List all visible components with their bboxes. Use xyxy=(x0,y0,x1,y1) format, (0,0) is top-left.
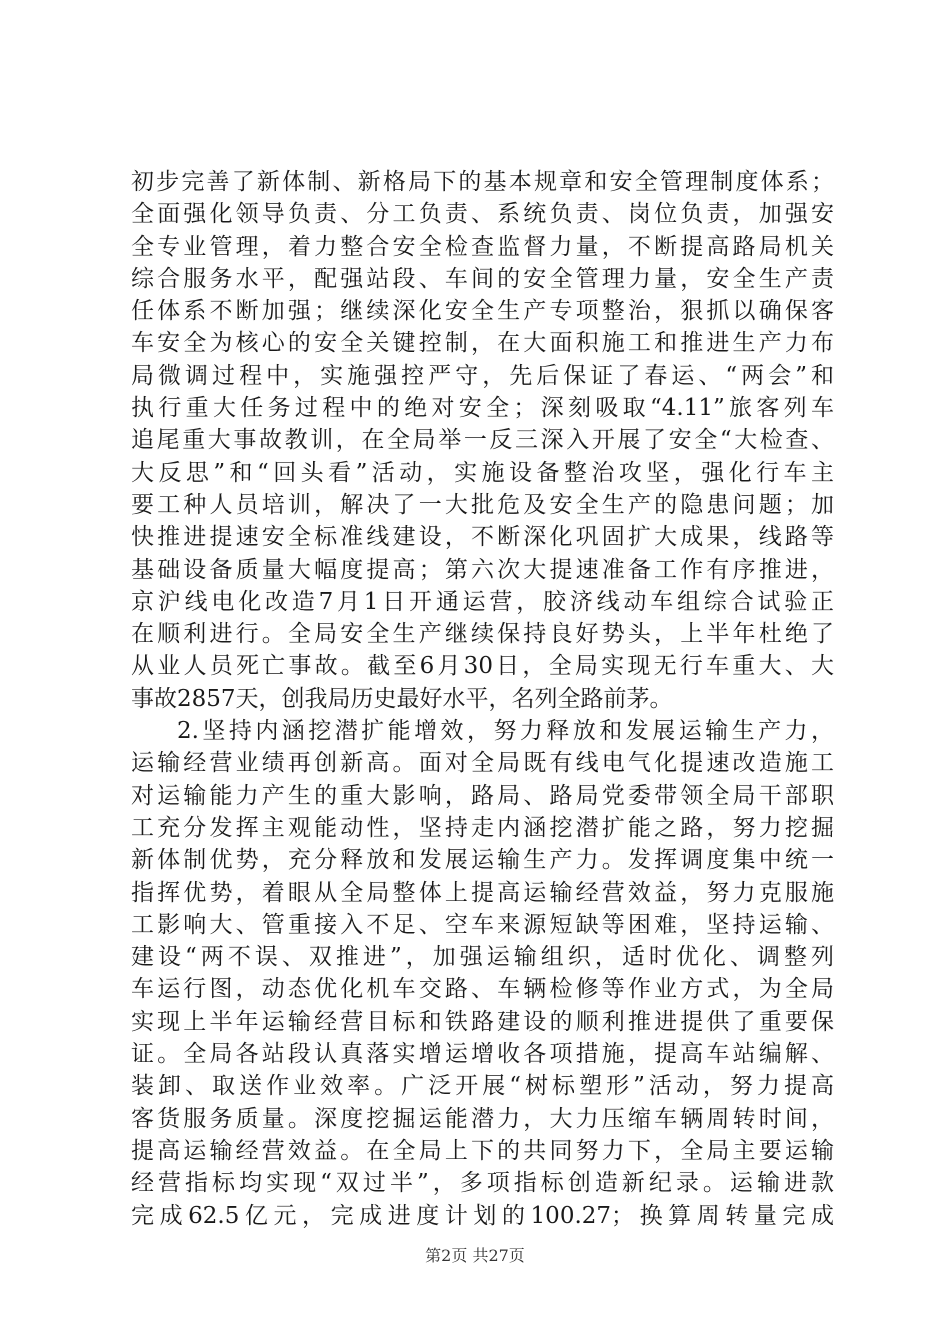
text-line: 建设“两不误、双推进”，加强运输组织，适时优化、调整列 xyxy=(131,944,834,971)
text-line: 车运行图，动态优化机车交路、车辆检修等作业方式，为全局 xyxy=(131,976,834,1003)
text-line: 工影响大、管重接入不足、空车来源短缺等困难，坚持运输、 xyxy=(131,911,834,938)
text-line: 初步完善了新体制、新格局下的基本规章和安全管理制度体系； xyxy=(131,169,834,195)
text-line: 证。全局各站段认真落实增运增收各项措施，提高车站编解、 xyxy=(131,1041,834,1068)
page-number-label: 第2页 共27页 xyxy=(425,1246,525,1265)
text-line: 要工种人员培训，解决了一大批危及安全生产的隐患问题；加 xyxy=(131,491,834,518)
text-line: 经营指标均实现“双过半”，多项指标创造新纪录。运输进款 xyxy=(131,1170,834,1197)
text-line: 提高运输经营效益。在全局上下的共同努力下，全局主要运输 xyxy=(131,1137,834,1164)
text-line: 实现上半年运输经营目标和铁路建设的顺利推进提供了重要保 xyxy=(131,1008,834,1035)
text-line: 工充分发挥主观能动性，坚持走内涵挖潜扩能之路，努力挖掘 xyxy=(131,814,834,841)
text-line: 执行重大任务过程中的绝对安全；深刻吸取“4.11”旅客列车 xyxy=(131,395,834,422)
text-line: 大反思”和“回头看”活动，实施设备整治攻坚，强化行车主 xyxy=(131,459,834,486)
text-line: 任体系不断加强；继续深化安全生产专项整治，狠抓以确保客 xyxy=(131,298,834,325)
text-line: 局微调过程中，实施强控严守，先后保证了春运、“两会”和 xyxy=(131,362,834,389)
text-line: 新体制优势，充分释放和发展运输生产力。发挥调度集中统一 xyxy=(131,847,834,874)
text-line: 完成62.5亿元，完成进度计划的100.27；换算周转量完成 xyxy=(131,1202,834,1229)
text-line: 全面强化领导负责、分工负责、系统负责、岗位负责，加强安 xyxy=(131,201,834,228)
text-line: 综合服务水平，配强站段、车间的安全管理力量，安全生产责 xyxy=(131,265,834,292)
text-line: 追尾重大事故教训，在全局举一反三深入开展了安全“大检查、 xyxy=(131,427,834,454)
page-footer xyxy=(0,1246,950,1266)
text-line: 全专业管理，着力整合安全检查监督力量，不断提高路局机关 xyxy=(131,233,834,260)
text-line: 基础设备质量大幅度提高；第六次大提速准备工作有序推进， xyxy=(131,556,834,583)
text-line: 对运输能力产生的重大影响，路局、路局党委带领全局干部职 xyxy=(131,782,834,809)
text-line: 运输经营业绩再创新高。面对全局既有线电气化提速改造施工 xyxy=(131,750,834,777)
text-line: 从业人员死亡事故。截至6月30日，全局实现无行车重大、大 xyxy=(131,653,834,680)
text-line: 快推进提速安全标准线建设，不断深化巩固扩大成果，线路等 xyxy=(131,524,834,551)
text-line: 京沪线电化改造7月1日开通运营，胶济线动车组综合试验正 xyxy=(131,588,834,615)
text-line: 车安全为核心的安全关键控制，在大面积施工和推进生产力布 xyxy=(131,330,834,357)
text-line: 事故2857天，创我局历史最好水平，名列全路前茅。 xyxy=(131,685,673,712)
document-body xyxy=(131,166,834,1232)
paragraph-start-line: 2.坚持内涵挖潜扩能增效，努力释放和发展运输生产力， xyxy=(177,718,834,745)
text-line: 客货服务质量。深度挖掘运能潜力，大力压缩车辆周转时间， xyxy=(131,1105,834,1132)
text-line: 指挥优势，着眼从全局整体上提高运输经营效益，努力克服施 xyxy=(131,879,834,906)
text-line: 装卸、取送作业效率。广泛开展“树标塑形”活动，努力提高 xyxy=(131,1073,834,1100)
text-line: 在顺利进行。全局安全生产继续保持良好势头，上半年杜绝了 xyxy=(131,621,834,648)
